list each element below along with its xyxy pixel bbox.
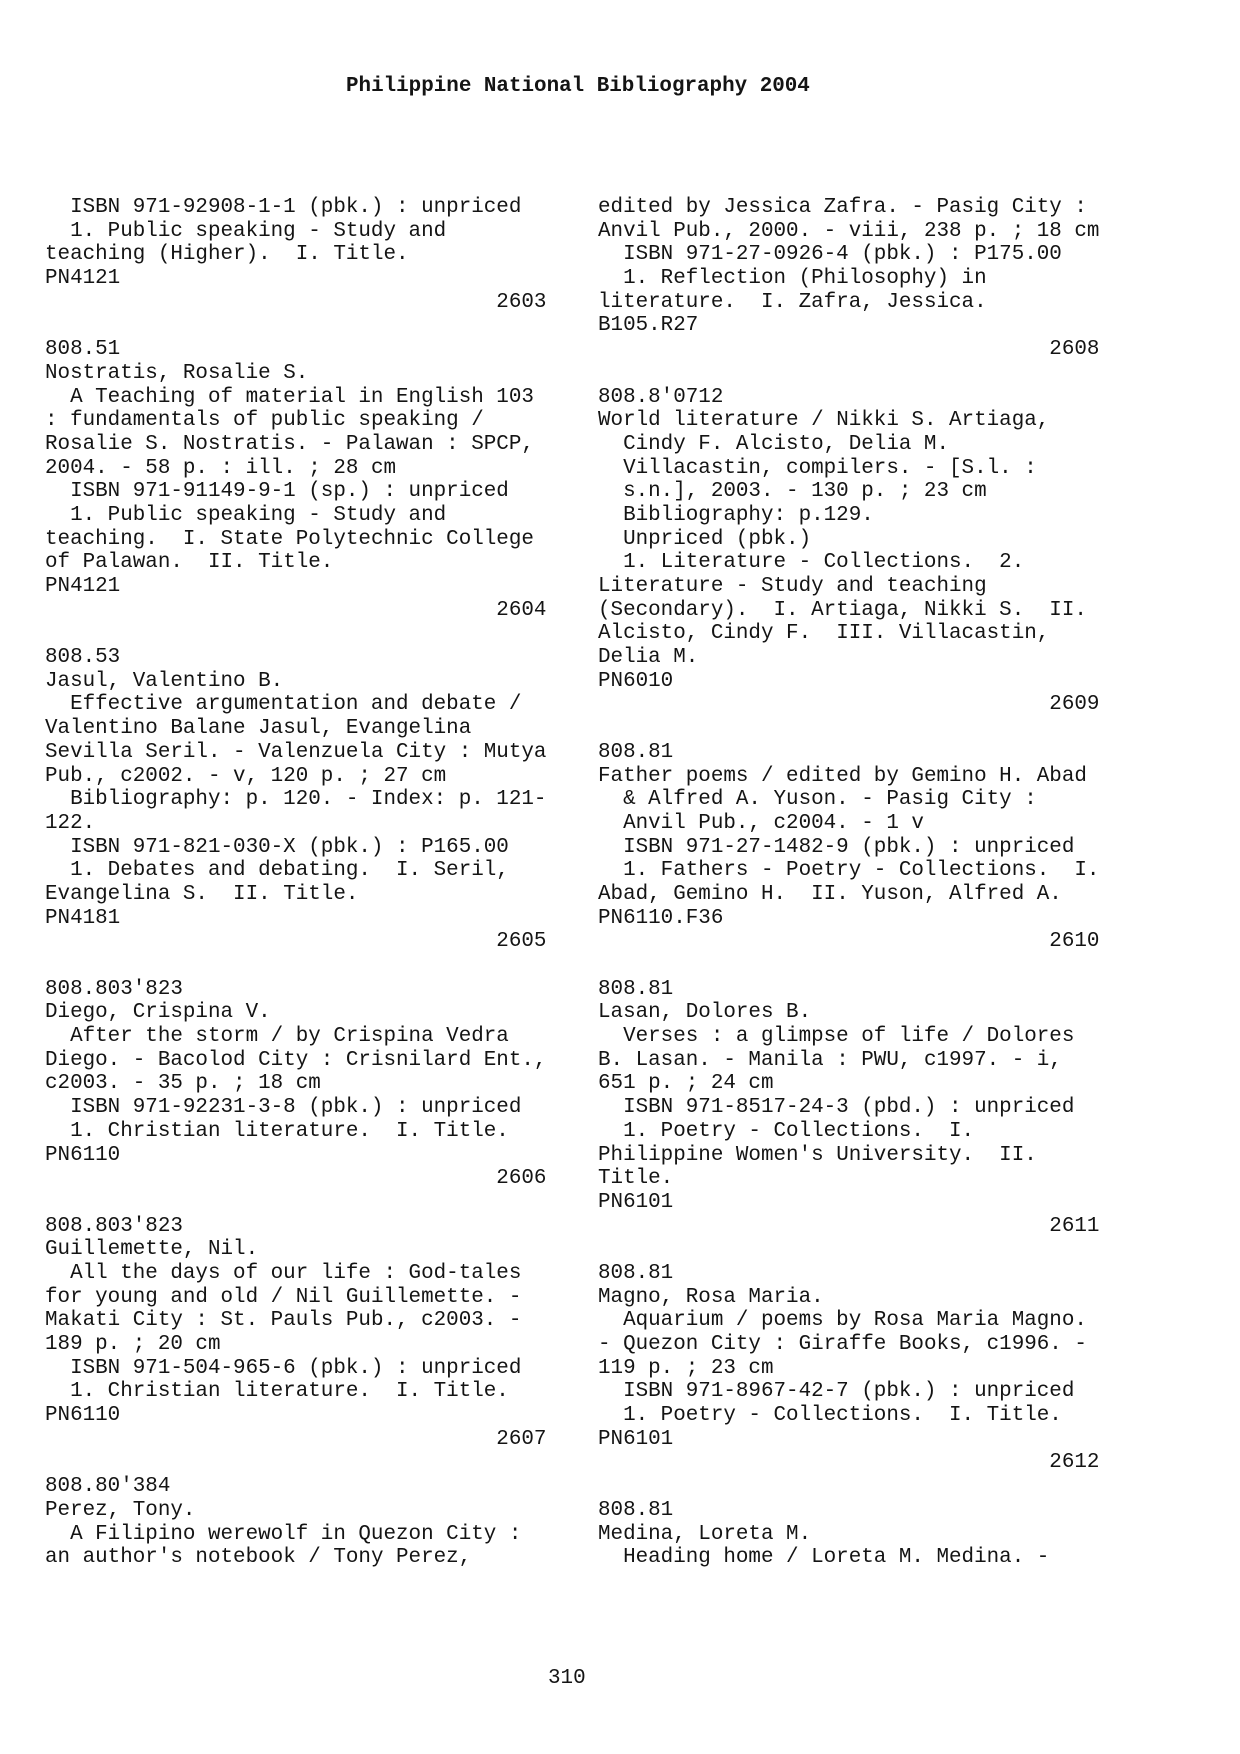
catalog-entry [45, 1475, 546, 1570]
entry-number: 2608 [1049, 338, 1100, 362]
description-line: A Filipino werewolf in Quezon City : [70, 1522, 522, 1546]
page-number: 310 [548, 1667, 586, 1690]
description-line: : fundamentals of public speaking / [45, 409, 484, 433]
description-line: 119 p. ; 23 cm [598, 1356, 774, 1380]
note-line: Bibliography: p.129. [623, 503, 874, 527]
entry-number: 2607 [496, 1427, 547, 1451]
description-line: B. Lasan. - Manila : PWU, c1997. - i, [598, 1048, 1062, 1072]
catalog-entry [45, 338, 546, 622]
call-number: PN4121 [45, 575, 121, 598]
note-line: ISBN 971-821-030-X (pbk.) : P165.00 [70, 835, 509, 859]
subject-tracing-line: 1. Literature - Collections. 2. [623, 551, 1025, 575]
note-line: 122. [45, 811, 96, 835]
subject-tracing-line: Alcisto, Cindy F. III. Villacastin, [598, 622, 1050, 646]
catalog-entry [598, 741, 1099, 954]
class-number: 808.51 [45, 338, 121, 362]
description-line: Aquarium / poems by Rosa Maria Magno. [623, 1309, 1087, 1333]
description-line: After the storm / by Crispina Vedra [70, 1025, 509, 1049]
subject-tracing-line: teaching. I. State Polytechnic College [45, 527, 534, 551]
subject-tracing-line: Title. [598, 1167, 674, 1191]
subject-tracing-line: 1. Debates and debating. I. Seril, [70, 859, 509, 883]
subject-tracing-line: 1. Reflection (Philosophy) in [623, 267, 987, 291]
description-line: an author's notebook / Tony Perez, [45, 1546, 472, 1570]
subject-tracing-line: 1. Poetry - Collections. I. [623, 1119, 975, 1143]
description-line: edited by Jessica Zafra. - Pasig City : [598, 196, 1087, 219]
subject-tracing-line: 1. Fathers - Poetry - Collections. I. [623, 859, 1100, 883]
left-column [45, 196, 546, 1594]
subject-tracing-line: of Palawan. II. Title. [45, 551, 334, 575]
note-line: ISBN 971-92908-1-1 (pbk.) : unpriced [70, 196, 522, 219]
call-number: PN6110 [45, 1143, 121, 1167]
description-line: Valentino Balane Jasul, Evangelina [45, 717, 472, 741]
class-number: 808.803'823 [45, 977, 183, 1001]
description-line: Villacastin, compilers. - [S.l. : [623, 456, 1037, 480]
description-line: for young and old / Nil Guillemette. - [45, 1285, 522, 1309]
call-number: PN6110.F36 [598, 906, 724, 930]
call-number: PN4181 [45, 906, 121, 930]
entry-number: 2611 [1049, 1214, 1100, 1238]
main-entry-heading: Medina, Loreta M. [598, 1522, 812, 1546]
call-number: PN4121 [45, 267, 121, 291]
main-entry-heading: Diego, Crispina V. [45, 1001, 271, 1025]
entry-number: 2609 [1049, 693, 1100, 717]
main-entry-heading: Lasan, Dolores B. [598, 1001, 812, 1025]
entry-number: 2606 [496, 1167, 547, 1191]
class-number: 808.81 [598, 740, 674, 764]
main-entry-heading: Jasul, Valentino B. [45, 669, 284, 693]
description-line: Verses : a glimpse of life / Dolores [623, 1025, 1075, 1049]
call-number: PN6010 [598, 669, 674, 693]
subject-tracing-line: 1. Christian literature. I. Title. [70, 1380, 509, 1404]
entry-number: 2605 [496, 930, 547, 954]
entry-number: 2603 [496, 290, 547, 314]
page-header-title: Philippine National Bibliography 2004 [346, 75, 810, 98]
subject-tracing-line: 1. Public speaking - Study and [70, 503, 447, 527]
catalog-entry [598, 386, 1099, 718]
description-line: & Alfred A. Yuson. - Pasig City : [623, 788, 1037, 812]
note-line: ISBN 971-91149-9-1 (sp.) : unpriced [70, 480, 509, 504]
description-line: Heading home / Loreta M. Medina. - [623, 1546, 1050, 1570]
description-line: Pub., c2002. - v, 120 p. ; 27 cm [45, 764, 447, 788]
entry-number: 2604 [496, 598, 547, 622]
description-line: Anvil Pub., c2004. - 1 v [623, 811, 924, 835]
class-number: 808.80'384 [45, 1475, 171, 1499]
subject-tracing-line: teaching (Higher). I. Title. [45, 243, 409, 267]
description-line: 651 p. ; 24 cm [598, 1072, 774, 1096]
class-number: 808.8'0712 [598, 385, 724, 409]
class-number: 808.81 [598, 1498, 674, 1522]
description-line: Father poems / edited by Gemino H. Abad [598, 764, 1087, 788]
call-number: PN6101 [598, 1427, 674, 1451]
catalog-entry [598, 196, 1099, 362]
class-number: 808.53 [45, 646, 121, 670]
note-line: Unpriced (pbk.) [623, 527, 812, 551]
description-line: Diego. - Bacolod City : Crisnilard Ent., [45, 1048, 547, 1072]
right-column [598, 196, 1099, 1594]
subject-tracing-line: 1. Poetry - Collections. I. Title. [623, 1404, 1062, 1428]
description-line: Rosalie S. Nostratis. - Palawan : SPCP, [45, 432, 534, 456]
note-line: ISBN 971-27-1482-9 (pbk.) : unpriced [623, 835, 1075, 859]
subject-tracing-line: literature. I. Zafra, Jessica. [598, 290, 987, 314]
catalog-entry [45, 196, 546, 314]
subject-tracing-line: Philippine Women's University. II. [598, 1143, 1037, 1167]
note-line: ISBN 971-92231-3-8 (pbk.) : unpriced [70, 1096, 522, 1120]
note-line: Bibliography: p. 120. - Index: p. 121- [70, 788, 547, 812]
catalog-entry [598, 1499, 1099, 1570]
subject-tracing-line: Evangelina S. II. Title. [45, 882, 359, 906]
subject-tracing-line: Literature - Study and teaching [598, 575, 987, 598]
subject-tracing-line: Abad, Gemino H. II. Yuson, Alfred A. [598, 882, 1062, 906]
call-number: B105.R27 [598, 314, 699, 338]
main-entry-heading: Magno, Rosa Maria. [598, 1285, 824, 1309]
class-number: 808.81 [598, 977, 674, 1001]
description-line: World literature / Nikki S. Artiaga, [598, 409, 1050, 433]
description-line: All the days of our life : God-tales [70, 1261, 522, 1285]
subject-tracing-line: Delia M. [598, 646, 699, 670]
main-entry-heading: Guillemette, Nil. [45, 1238, 259, 1262]
description-line: Sevilla Seril. - Valenzuela City : Mutya [45, 740, 547, 764]
catalog-entry [45, 978, 546, 1191]
description-line: Makati City : St. Pauls Pub., c2003. - [45, 1309, 522, 1333]
description-line: Cindy F. Alcisto, Delia M. [623, 432, 950, 456]
description-line: Anvil Pub., 2000. - viii, 238 p. ; 18 cm [598, 219, 1100, 243]
description-line: 189 p. ; 20 cm [45, 1333, 221, 1356]
note-line: ISBN 971-8967-42-7 (pbk.) : unpriced [623, 1380, 1075, 1404]
main-entry-heading: Perez, Tony. [45, 1498, 196, 1522]
catalog-entry [45, 646, 546, 954]
entry-number: 2610 [1049, 930, 1100, 954]
call-number: PN6101 [598, 1190, 674, 1214]
call-number: PN6110 [45, 1404, 121, 1428]
main-entry-heading: Nostratis, Rosalie S. [45, 361, 309, 385]
class-number: 808.803'823 [45, 1214, 183, 1238]
description-line: s.n.], 2003. - 130 p. ; 23 cm [623, 480, 987, 504]
catalog-entry [45, 1215, 546, 1452]
description-line: - Quezon City : Giraffe Books, c1996. - [598, 1333, 1087, 1356]
description-line: A Teaching of material in English 103 [70, 385, 534, 409]
entry-number: 2612 [1049, 1451, 1100, 1475]
subject-tracing-line: 1. Public speaking - Study and [70, 219, 447, 243]
catalog-entry [598, 978, 1099, 1239]
catalog-entry [598, 1262, 1099, 1475]
subject-tracing-line: (Secondary). I. Artiaga, Nikki S. II. [598, 598, 1087, 622]
note-line: ISBN 971-8517-24-3 (pbd.) : unpriced [623, 1096, 1075, 1120]
note-line: ISBN 971-27-0926-4 (pbk.) : P175.00 [623, 243, 1062, 267]
description-line: 2004. - 58 p. : ill. ; 28 cm [45, 456, 397, 480]
class-number: 808.81 [598, 1261, 674, 1285]
note-line: ISBN 971-504-965-6 (pbk.) : unpriced [70, 1356, 522, 1380]
description-line: c2003. - 35 p. ; 18 cm [45, 1072, 321, 1096]
description-line: Effective argumentation and debate / [70, 693, 522, 717]
subject-tracing-line: 1. Christian literature. I. Title. [70, 1119, 509, 1143]
